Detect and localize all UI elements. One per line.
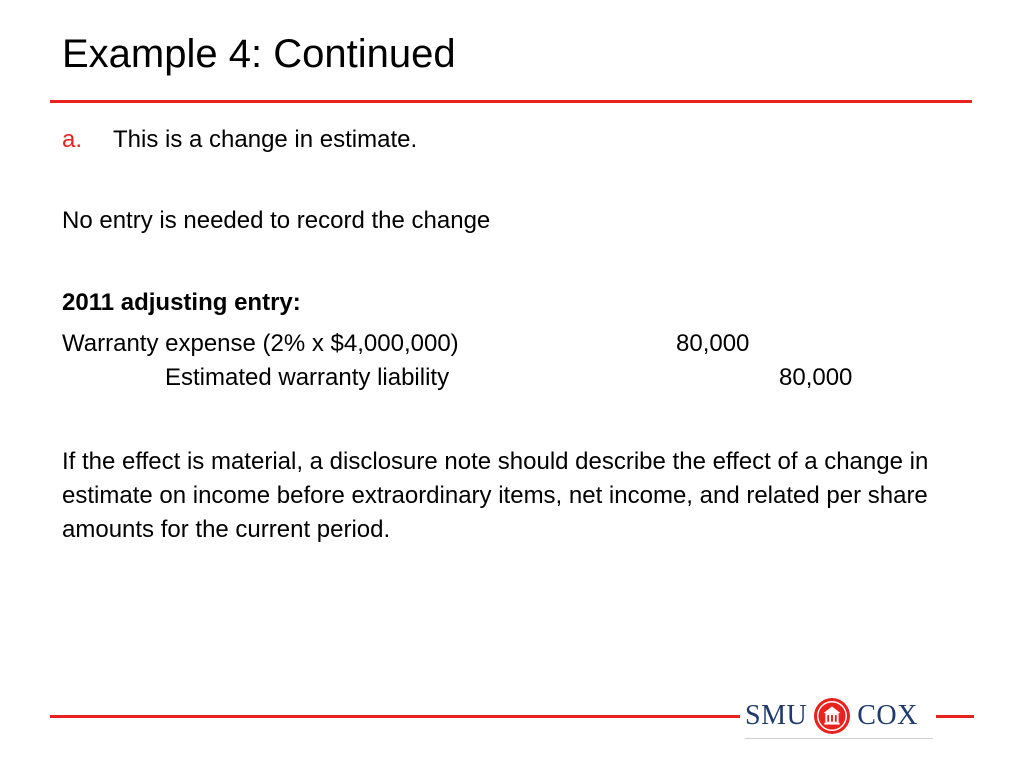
debit-account: Warranty expense (2% x $4,000,000) <box>62 330 459 357</box>
credit-amount: 80,000 <box>779 364 853 391</box>
credit-account: Estimated warranty liability <box>165 364 450 391</box>
logo-smu-text: SMU <box>745 700 808 731</box>
list-marker-a: a. <box>62 126 83 153</box>
no-entry-text: No entry is needed to record the change <box>62 207 491 234</box>
footer-divider-left <box>50 715 740 718</box>
debit-amount: 80,000 <box>676 330 750 357</box>
logo-underline <box>745 738 933 739</box>
title-divider <box>50 100 972 103</box>
logo-cox-text: COX <box>857 700 918 731</box>
list-item-a-text: This is a change in estimate. <box>113 126 418 153</box>
adjusting-entry-heading: 2011 adjusting entry: <box>62 289 301 316</box>
disclosure-paragraph: If the effect is material, a disclosure note should describe the effect of a change in estimate on income before extraordinary items, net income, and related per share amounts for the current period. <box>62 448 929 543</box>
smu-seal-icon <box>813 697 851 735</box>
footer-divider-right <box>936 715 974 718</box>
slide-title: Example 4: Continued <box>62 32 456 76</box>
smu-cox-logo <box>745 694 933 738</box>
